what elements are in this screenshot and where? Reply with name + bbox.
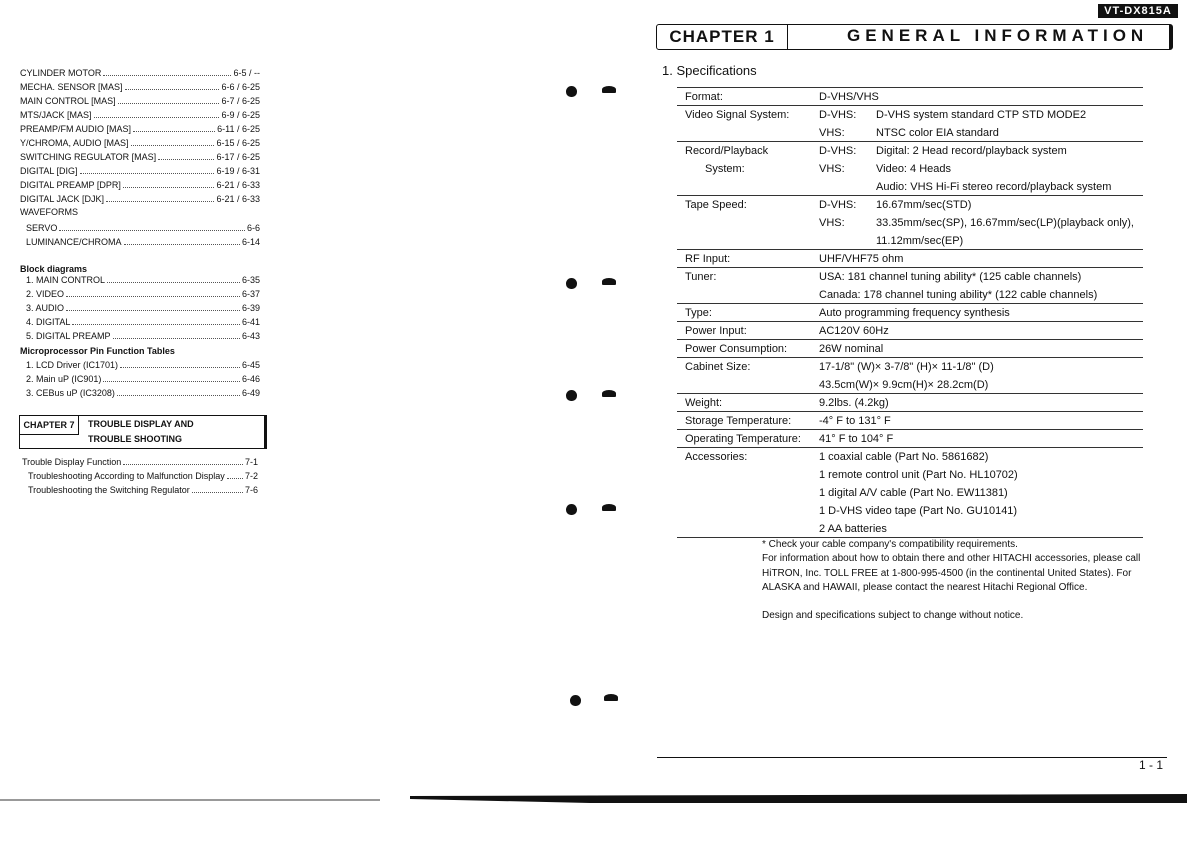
toc-entry-label: PREAMP/FM AUDIO [MAS] <box>20 124 132 134</box>
toc-leader-dots <box>66 310 240 311</box>
toc-entry-label: MECHA. SENSOR [MAS] <box>20 82 123 92</box>
toc-entry <box>26 386 260 400</box>
spec-power-input-key: Power Input: <box>685 325 747 337</box>
toc-leader-dots <box>72 324 240 325</box>
spec-storage-temp-key: Storage Temperature: <box>685 415 792 427</box>
spec-format-key: Format: <box>685 91 723 103</box>
chapter-header <box>656 24 1173 50</box>
toc-entry-label: DIGITAL [DIG] <box>20 166 78 176</box>
spec-accessories-v2: 1 remote control unit (Part No. HL10702) <box>819 469 1018 481</box>
spec-record-b3: Audio: VHS Hi-Fi stereo record/playback system <box>876 181 1112 193</box>
toc-entry-page: 6-11 / 6-25 <box>217 124 260 134</box>
toc-entry-label: SERVO <box>26 223 58 233</box>
page-number: 1 - 1 <box>1139 758 1164 772</box>
toc-entry-page: 6-46 <box>241 374 260 384</box>
toc-leader-dots <box>80 173 215 174</box>
toc-entry-label: 3. CEBus uP (IC3208) <box>26 388 115 398</box>
spec-record-key: Record/Playback <box>685 145 769 157</box>
toc-entry-label: Y/CHROMA, AUDIO [MAS] <box>20 138 129 148</box>
toc-leader-dots <box>133 131 215 132</box>
binder-hole <box>602 278 616 285</box>
toc-top <box>20 66 260 206</box>
toc-trouble <box>22 455 258 497</box>
spec-tape-a1: D-VHS: <box>819 199 857 211</box>
toc-entry-label: DIGITAL JACK [DJK] <box>20 194 105 204</box>
spec-tuner-key: Tuner: <box>685 271 717 283</box>
toc-entry <box>26 301 260 315</box>
toc-entry <box>20 66 260 80</box>
toc-waveforms <box>26 221 260 249</box>
toc-entry <box>20 150 260 164</box>
spec-accessories-v1: 1 coaxial cable (Part No. 5861682) <box>819 451 989 463</box>
toc-entry <box>26 315 260 329</box>
spec-tape-a2: VHS: <box>819 217 845 229</box>
waveforms-heading: WAVEFORMS <box>20 207 78 217</box>
toc-entry-page: 7-1 <box>244 457 258 467</box>
model-badge: VT-DX815A <box>1098 4 1178 18</box>
note-cable: * Check your cable company's compatibility requirements. <box>762 539 1018 550</box>
chapter-number: CHAPTER 1 <box>657 25 788 49</box>
toc-entry-page: 6-6 <box>246 223 260 233</box>
spec-signal-key: Video Signal System: <box>685 109 790 121</box>
spec-signal-a1: D-VHS: <box>819 109 857 121</box>
toc-entry-label: 2. Main uP (IC901) <box>26 374 102 384</box>
spec-storage-temp-value: -4° F to 131° F <box>819 415 891 427</box>
spec-signal-b1: D-VHS system standard CTP STD MODE2 <box>876 109 1087 121</box>
binder-hole <box>602 86 616 93</box>
chapter7-number: CHAPTER 7 <box>20 416 79 435</box>
toc-entry-page: 6-49 <box>241 388 260 398</box>
toc-entry <box>20 164 260 178</box>
spec-record-a1: D-VHS: <box>819 145 857 157</box>
toc-entry-page: 6-9 / 6-25 <box>221 110 260 120</box>
toc-entry-page: 6-19 / 6-31 <box>216 166 260 176</box>
toc-entry-page: 6-21 / 6-33 <box>216 180 260 190</box>
toc-entry-label: SWITCHING REGULATOR [MAS] <box>20 152 157 162</box>
toc-entry-page: 6-5 / -- <box>233 68 260 78</box>
chapter7-title-line1: TROUBLE DISPLAY AND <box>88 419 194 429</box>
toc-leader-dots <box>107 282 240 283</box>
toc-leader-dots <box>120 367 240 368</box>
spec-record-b2: Video: 4 Heads <box>876 163 952 175</box>
binder-hole <box>570 695 581 706</box>
divider <box>677 249 1143 250</box>
divider <box>677 87 1143 88</box>
spec-tape-b2: 33.35mm/sec(SP), 16.67mm/sec(LP)(playback only), <box>876 217 1134 229</box>
toc-leader-dots <box>131 145 215 146</box>
toc-entry-label: 2. VIDEO <box>26 289 65 299</box>
toc-leader-dots <box>59 230 245 231</box>
toc-entry-label: Trouble Display Function <box>22 457 122 467</box>
toc-entry-label: 1. MAIN CONTROL <box>26 275 106 285</box>
spec-tape-b3: 11.12mm/sec(EP) <box>876 235 964 247</box>
section-title: 1. Specifications <box>662 63 757 78</box>
spec-type-key: Type: <box>685 307 712 319</box>
toc-leader-dots <box>103 75 231 76</box>
toc-entry <box>20 108 260 122</box>
toc-block-diagrams <box>26 273 260 343</box>
spec-record-a2: VHS: <box>819 163 845 175</box>
toc-entry <box>26 221 260 235</box>
toc-entry <box>20 178 260 192</box>
toc-leader-dots <box>123 187 215 188</box>
toc-entry-label: 5. DIGITAL PREAMP <box>26 331 111 341</box>
toc-entry <box>26 329 260 343</box>
binder-hole <box>602 390 616 397</box>
toc-leader-dots <box>118 103 220 104</box>
toc-entry <box>22 455 258 469</box>
toc-leader-dots <box>117 395 240 396</box>
spec-cabinet-key: Cabinet Size: <box>685 361 751 373</box>
toc-entry <box>20 80 260 94</box>
micro-heading: Microprocessor Pin Function Tables <box>20 346 175 356</box>
toc-entry <box>26 287 260 301</box>
toc-leader-dots <box>227 478 243 479</box>
chapter7-title-line2: TROUBLE SHOOTING <box>88 434 182 444</box>
footer-rule <box>657 757 1167 758</box>
toc-entry-label: MAIN CONTROL [MAS] <box>20 96 116 106</box>
toc-micro <box>26 358 260 400</box>
toc-entry-page: 6-45 <box>241 360 260 370</box>
toc-entry-label: MTS/JACK [MAS] <box>20 110 92 120</box>
toc-leader-dots <box>123 464 243 465</box>
binder-hole <box>602 504 616 511</box>
spec-power-consumption-value: 26W nominal <box>819 343 884 355</box>
toc-entry-page: 6-35 <box>241 275 260 285</box>
toc-entry-label: CYLINDER MOTOR <box>20 68 102 78</box>
spec-rf-key: RF Input: <box>685 253 731 265</box>
spec-signal-b2: NTSC color EIA standard <box>876 127 999 139</box>
spec-weight-key: Weight: <box>685 397 723 409</box>
toc-entry-label: Troubleshooting the Switching Regulator <box>28 485 190 495</box>
toc-entry-page: 6-41 <box>241 317 260 327</box>
spec-cabinet-v1: 17-1/8" (W)× 3-7/8" (H)× 11-1/8" (D) <box>819 361 994 373</box>
toc-entry-page: 6-43 <box>241 331 260 341</box>
toc-entry-page: 6-14 <box>241 237 260 247</box>
spec-format-value: D-VHS/VHS <box>819 91 879 103</box>
spec-record-b1: Digital: 2 Head record/playback system <box>876 145 1067 157</box>
spec-tape-key: Tape Speed: <box>685 199 747 211</box>
chapter7-box <box>19 415 267 449</box>
spec-signal-a2: VHS: <box>819 127 845 139</box>
spec-accessories-v5: 2 AA batteries <box>819 523 887 535</box>
toc-entry-page: 6-37 <box>241 289 260 299</box>
toc-entry <box>20 94 260 108</box>
toc-entry-label: Troubleshooting According to Malfunction Display <box>28 471 225 481</box>
scan-edge-bar <box>0 794 1187 804</box>
toc-entry <box>26 372 260 386</box>
note-design-change: Design and specifications subject to change without notice. <box>762 610 1024 621</box>
toc-entry-page: 6-21 / 6-33 <box>216 194 260 204</box>
toc-leader-dots <box>158 159 214 160</box>
spec-cabinet-v2: 43.5cm(W)× 9.9cm(H)× 28.2cm(D) <box>819 379 989 391</box>
toc-entry <box>22 483 258 497</box>
note-accessories-info: For information about how to obtain there and other HITACHI accessories, please call HiTRON, Inc. TOLL FREE at 1-800-995-4500 (in the continental United States). For ALASKA and HAWAII, please contact the nearest Hitachi Regional Office. <box>762 553 1141 593</box>
toc-entry <box>26 358 260 372</box>
toc-entry <box>20 192 260 206</box>
toc-entry <box>26 273 260 287</box>
spec-power-consumption-key: Power Consumption: <box>685 343 788 355</box>
toc-leader-dots <box>124 244 240 245</box>
binder-hole <box>566 278 577 289</box>
toc-entry-page: 6-15 / 6-25 <box>216 138 260 148</box>
toc-entry-label: 3. AUDIO <box>26 303 65 313</box>
spec-accessories-v3: 1 digital A/V cable (Part No. EW11381) <box>819 487 1008 499</box>
spec-accessories-v4: 1 D-VHS video tape (Part No. GU10141) <box>819 505 1018 517</box>
toc-entry-label: 4. DIGITAL <box>26 317 71 327</box>
divider <box>677 393 1143 394</box>
spec-tape-b1: 16.67mm/sec(STD) <box>876 199 972 211</box>
toc-leader-dots <box>103 381 240 382</box>
toc-entry-label: DIGITAL PREAMP [DPR] <box>20 180 121 190</box>
divider <box>677 321 1143 322</box>
toc-entry-page: 6-17 / 6-25 <box>216 152 260 162</box>
binder-hole <box>566 86 577 97</box>
toc-leader-dots <box>192 492 243 493</box>
toc-entry <box>22 469 258 483</box>
toc-entry-page: 7-6 <box>244 485 258 495</box>
spec-tuner-v1: USA: 181 channel tuning ability* (125 cable channels) <box>819 271 1082 283</box>
chapter-title: GENERAL INFORMATION <box>847 26 1149 45</box>
binder-hole <box>604 694 618 701</box>
toc-entry-page: 6-6 / 6-25 <box>221 82 260 92</box>
spec-type-value: Auto programming frequency synthesis <box>819 307 1010 319</box>
toc-entry <box>26 235 260 249</box>
toc-leader-dots <box>106 201 214 202</box>
toc-entry-page: 6-39 <box>241 303 260 313</box>
spec-weight-value: 9.2lbs. (4.2kg) <box>819 397 889 409</box>
toc-leader-dots <box>66 296 240 297</box>
spec-power-input-value: AC120V 60Hz <box>819 325 889 337</box>
block-diagrams-heading: Block diagrams <box>20 264 88 274</box>
toc-entry-label: 1. LCD Driver (IC1701) <box>26 360 119 370</box>
spec-record-key2: System: <box>705 163 745 175</box>
toc-entry <box>20 122 260 136</box>
spec-operating-temp-value: 41° F to 104° F <box>819 433 894 445</box>
spec-rf-value: UHF/VHF75 ohm <box>819 253 904 265</box>
toc-leader-dots <box>125 89 220 90</box>
toc-entry-page: 7-2 <box>244 471 258 481</box>
toc-entry <box>20 136 260 150</box>
spec-accessories-key: Accessories: <box>685 451 748 463</box>
toc-leader-dots <box>113 338 240 339</box>
toc-entry-label: LUMINANCE/CHROMA <box>26 237 122 247</box>
toc-entry-page: 6-7 / 6-25 <box>221 96 260 106</box>
binder-hole <box>566 504 577 515</box>
binder-hole <box>566 390 577 401</box>
toc-leader-dots <box>94 117 220 118</box>
spec-operating-temp-key: Operating Temperature: <box>685 433 801 445</box>
spec-tuner-v2: Canada: 178 channel tuning ability* (122 cable channels) <box>819 289 1098 301</box>
